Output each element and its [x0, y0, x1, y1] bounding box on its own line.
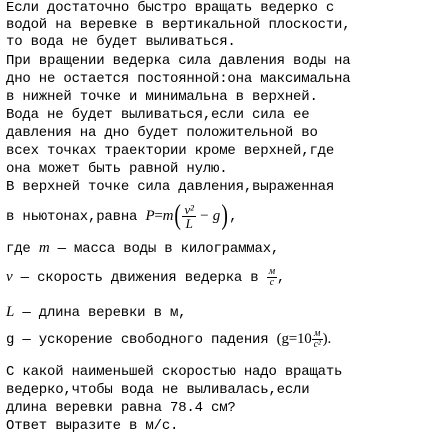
text-line: В верхней точке сила давления,выраженная — [6, 179, 335, 195]
where-m-line — [6, 240, 279, 257]
minus-g: − g — [195, 208, 221, 224]
fraction-v2-over-L — [182, 203, 195, 230]
unit-m-per-s2 — [312, 329, 323, 350]
v-description: — скорость движения ведерка в — [12, 270, 267, 286]
var-L: L — [6, 304, 15, 320]
fraction-numerator: v² — [184, 201, 194, 217]
text-line: давления на дно будет положительной во — [6, 125, 318, 141]
text-line: Ответ выразите в м/с. — [6, 418, 179, 434]
where-L-line — [6, 304, 186, 321]
L-description: — длина веревки в м, — [14, 305, 187, 321]
formula-prefix: в ньютонах,равна — [6, 209, 146, 225]
g-description: g — ускорение свободного падения — [6, 332, 277, 348]
text-line: длина веревки равна 78.4 см? — [6, 400, 236, 416]
var-v: v — [6, 269, 13, 285]
text-line: дно не остается постоянной:она максимальна — [6, 71, 351, 87]
text-line: водой на веревке в вертикальной плоскости, — [6, 17, 351, 33]
where-v-line — [6, 262, 285, 292]
unit-denominator: с — [269, 276, 274, 288]
text-line: она может быть равной нулю. — [6, 161, 228, 177]
v-end: , — [276, 270, 286, 286]
where-prefix: где — [6, 241, 39, 257]
g-end: ). — [322, 331, 332, 347]
m-description: — масса воды в килограммах, — [49, 241, 280, 257]
equals-sign: = — [154, 208, 163, 224]
where-g-line — [6, 324, 331, 354]
g-formula: (g=10 — [276, 331, 312, 347]
unit-denominator: с² — [313, 338, 321, 350]
unit-numerator: м — [268, 265, 275, 277]
var-m: m — [38, 240, 50, 256]
fraction-denominator: L — [185, 215, 193, 231]
formula-suffix: , — [229, 209, 238, 225]
paren-right: ) — [221, 200, 228, 232]
var-P: P — [145, 208, 155, 224]
text-line: С какой наименьшей скоростью надо вращать — [6, 364, 343, 380]
pressure-formula — [6, 200, 237, 232]
paren-left: ( — [174, 200, 182, 232]
text-line: всех точках траектории кроме верхней,где — [6, 143, 335, 159]
text-line: При вращении ведерка сила давления воды на — [6, 53, 351, 69]
unit-m-per-s — [267, 267, 277, 288]
text-line: Если достаточно быстро вращать ведерко с — [6, 0, 335, 16]
text-line: в нижней точке и минимальна в верхней. — [6, 89, 318, 105]
var-m: m — [162, 208, 174, 224]
text-line: то вода не будет выливаться. — [6, 34, 236, 50]
text-line: Вода не будет выливаться,если сила ее — [6, 107, 310, 123]
unit-numerator: м — [312, 329, 323, 340]
text-line: ведерко,чтобы вода не выливалась,если — [6, 382, 310, 398]
